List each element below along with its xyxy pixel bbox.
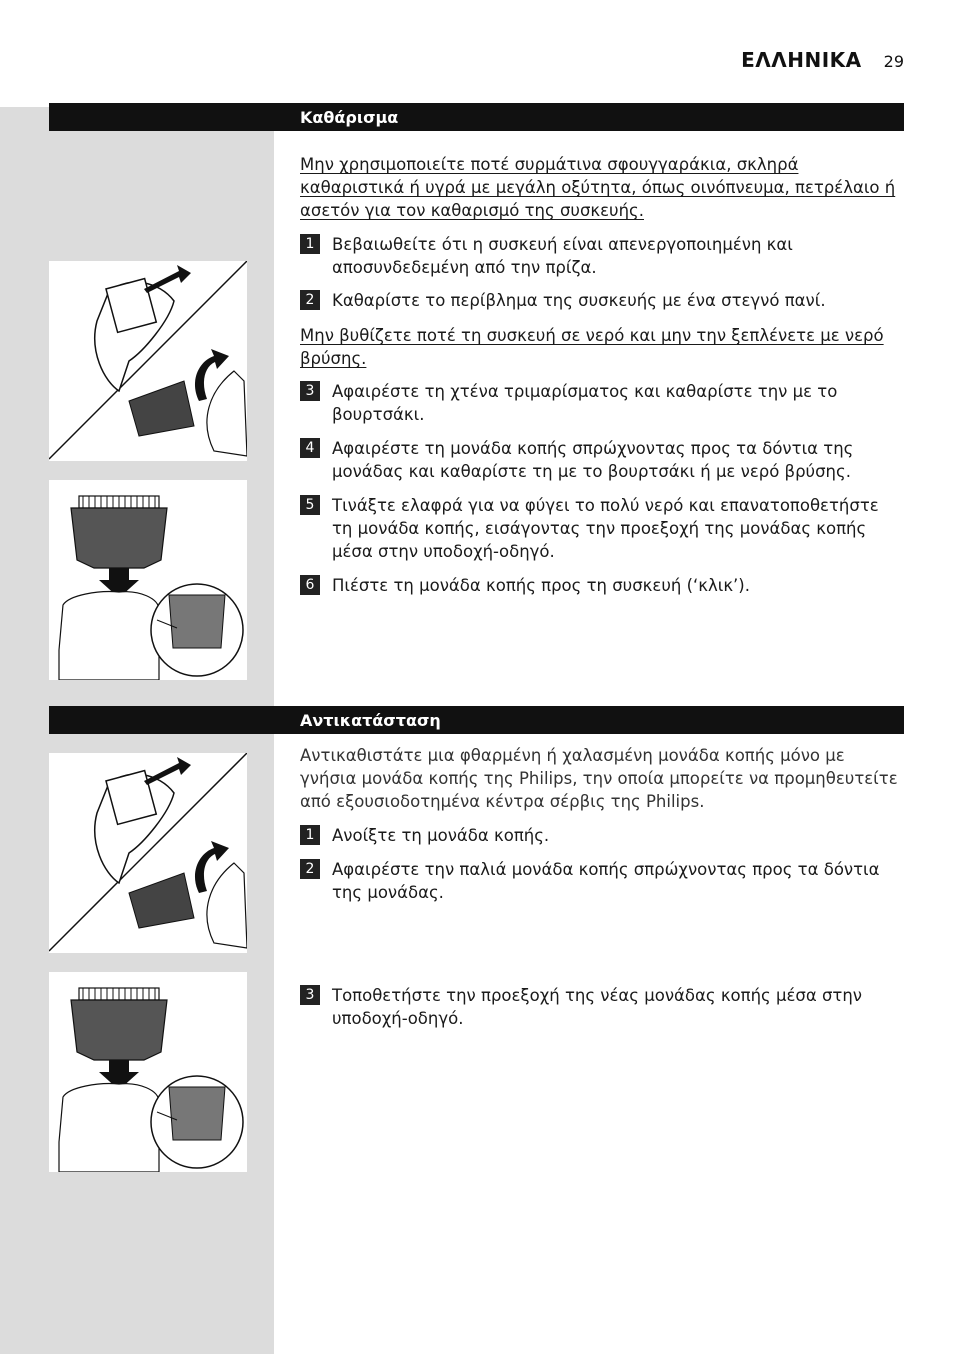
language-label: ΕΛΛΗΝΙΚΑ xyxy=(741,48,862,72)
cleaning-step-5: 5 Τινάξτε ελαφρά για να φύγει το πολύ νερό και επανατοποθετήστε τη μονάδα κοπής, εισάγοντας την προεξοχή της μονάδας κοπής μέσα στην υποδοχή-οδηγό. xyxy=(300,494,904,563)
page-number: 29 xyxy=(883,52,904,71)
illustration-insert-new-cutting-unit xyxy=(49,972,247,1172)
cleaning-warning-1: Μην χρησιμοποιείτε ποτέ συρμάτινα σφουγγαράκια, σκληρά καθαριστικά ή υγρά με μεγάλη οξύτητα, όπως οινόπνευμα, πετρέλαιο ή ασετόν για τον καθαρισμό της συσκευής. xyxy=(300,155,896,220)
cleaning-step-2: 2 Καθαρίστε το περίβλημα της συσκευής με ένα στεγνό πανί. xyxy=(300,289,904,312)
cleaning-step-1: 1 Βεβαιωθείτε ότι η συσκευή είναι απενεργοποιημένη και αποσυνδεδεμένη από την πρίζα. xyxy=(300,233,904,279)
cleaning-warning-2: Μην βυθίζετε ποτέ τη συσκευή σε νερό και μην την ξεπλένετε με νερό βρύσης. xyxy=(300,326,884,368)
illustration-pointer xyxy=(247,980,274,1004)
replacement-step-2: 2 Αφαιρέστε την παλιά μονάδα κοπής σπρώχνοντας προς τα δόντια της μονάδας. xyxy=(300,858,904,904)
replacement-step-1: 1 Ανοίξτε τη μονάδα κοπής. xyxy=(300,824,904,847)
illustration-pointer xyxy=(247,433,274,457)
cleaning-step-3: 3 Αφαιρέστε τη χτένα τριμαρίσματος και καθαρίστε την με το βουρτσάκι. xyxy=(300,380,904,426)
cleaning-step-6: 6 Πιέστε τη μονάδα κοπής προς τη συσκευή (‘κλικ’). xyxy=(300,574,904,597)
cleaning-step-4: 4 Αφαιρέστε τη μονάδα κοπής σπρώχνοντας προς τα δόντια της μονάδας και καθαρίστε τη με το βουρτσάκι ή με νερό βρύσης. xyxy=(300,437,904,483)
replacement-step-3: 3 Τοποθετήστε την προεξοχή της νέας μονάδας κοπής μέσα στην υποδοχή-οδηγό. xyxy=(300,984,904,1030)
section-title-replacement: Αντικατάσταση xyxy=(49,706,904,734)
section-title-cleaning: Καθάρισμα xyxy=(49,103,904,131)
illustration-remove-old-cutting-unit xyxy=(49,753,247,953)
illustration-pointer xyxy=(247,488,274,512)
replacement-intro: Αντικαθιστάτε μια φθαρμένη ή χαλασμένη μονάδα κοπής μόνο με γνήσια μονάδα κοπής της Philips, την οποία μπορείτε να προμηθευτείτε από εξουσιοδοτημένα κέντρα σέρβις της Philips. xyxy=(300,746,898,811)
illustration-remove-cutting-unit xyxy=(49,261,247,461)
page-header xyxy=(741,48,904,72)
illustration-attach-cutting-unit xyxy=(49,480,247,680)
